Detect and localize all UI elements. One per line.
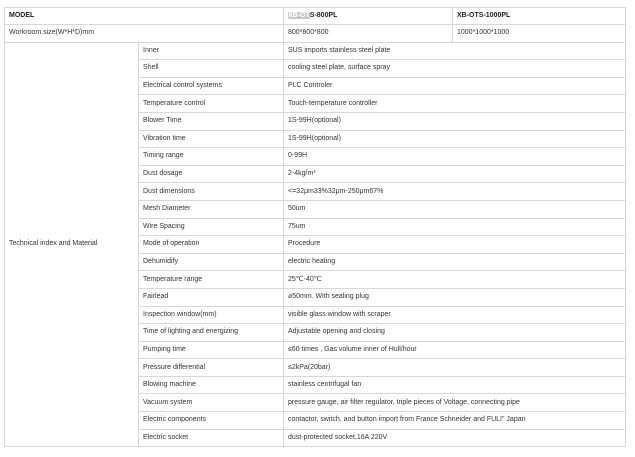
param-value: 1S-99H(optional) [284, 112, 626, 130]
param-value: dust-protected socket,16A 220V [284, 429, 626, 447]
param-value: 25℃-40℃ [284, 271, 626, 289]
param-name: Blowing machine [139, 376, 284, 394]
param-value: 75um [284, 218, 626, 236]
param-name: Blower Time [139, 112, 284, 130]
param-name: Temperature range [139, 271, 284, 289]
model-1-highlight: XB-OT [288, 12, 310, 19]
param-name: Mesh Diameter [139, 200, 284, 218]
spec-table-container [4, 7, 625, 447]
param-value: electric heating [284, 253, 626, 271]
model-2-name: XB-OTS-1000PL [453, 8, 626, 25]
param-value: 2-4kg/m³ [284, 165, 626, 183]
param-value: SUS imports stainless steel plate [284, 42, 626, 60]
param-value: Adjustable opening and closing [284, 324, 626, 342]
param-value: ≤60 times , Gas volume inner of Hull/hour [284, 341, 626, 359]
param-value: Procedure [284, 236, 626, 254]
param-value: PLC Controler [284, 77, 626, 95]
param-name: Wire Spacing [139, 218, 284, 236]
spec-table [4, 7, 626, 447]
param-value: stainless centrifugal fan [284, 376, 626, 394]
param-value: ⌀50mm. With sealing plug [284, 288, 626, 306]
model-label: MODEL [5, 8, 284, 25]
workroom-value-2: 1000*1000*1000 [453, 25, 626, 43]
param-value: 0-99H [284, 148, 626, 166]
param-name: Pressure differential [139, 359, 284, 377]
workroom-row [5, 25, 626, 43]
param-value: Touch-temperature controller [284, 95, 626, 113]
workroom-value-1: 800*800*800 [284, 25, 453, 43]
param-value: 50um [284, 200, 626, 218]
param-value: <=32μm33%32μm-250μm67% [284, 183, 626, 201]
header-row [5, 8, 626, 25]
param-name: Dust dosage [139, 165, 284, 183]
param-value: cooling steel plate, surface spray [284, 60, 626, 78]
param-name: Electric socket [139, 429, 284, 447]
model-1-name [284, 8, 453, 25]
param-name: Electric components [139, 412, 284, 430]
param-name: Dehumidify [139, 253, 284, 271]
param-name: Pumping time [139, 341, 284, 359]
workroom-label: Workroom size(W*H*D)mm [5, 25, 284, 43]
param-value: ≤2kPa(20bar) [284, 359, 626, 377]
param-name: Vibration time [139, 130, 284, 148]
param-name: Dust dimensions [139, 183, 284, 201]
param-value: 1S-99H(optional) [284, 130, 626, 148]
param-name: Temperature control [139, 95, 284, 113]
param-name: Time of lighting and energizing [139, 324, 284, 342]
param-name: Vacuum system [139, 394, 284, 412]
param-name: Timing range [139, 148, 284, 166]
param-name: Shell [139, 60, 284, 78]
param-value: contactor, switch, and button import from France Schneider and FULI" Japan [284, 412, 626, 430]
param-value: pressure gauge, air filter regulator, triple pieces of Voltage, connecting pipe [284, 394, 626, 412]
spec-row [5, 42, 626, 60]
param-name: Inspection window(mm) [139, 306, 284, 324]
group-label: Technical index and Material [5, 42, 139, 447]
model-1-rest: S-800PL [309, 12, 338, 19]
param-name: Electrical control systems [139, 77, 284, 95]
param-name: Inner [139, 42, 284, 60]
param-name: Mode of operation [139, 236, 284, 254]
param-name: Fairlead [139, 288, 284, 306]
param-value: visible glass window with scraper [284, 306, 626, 324]
